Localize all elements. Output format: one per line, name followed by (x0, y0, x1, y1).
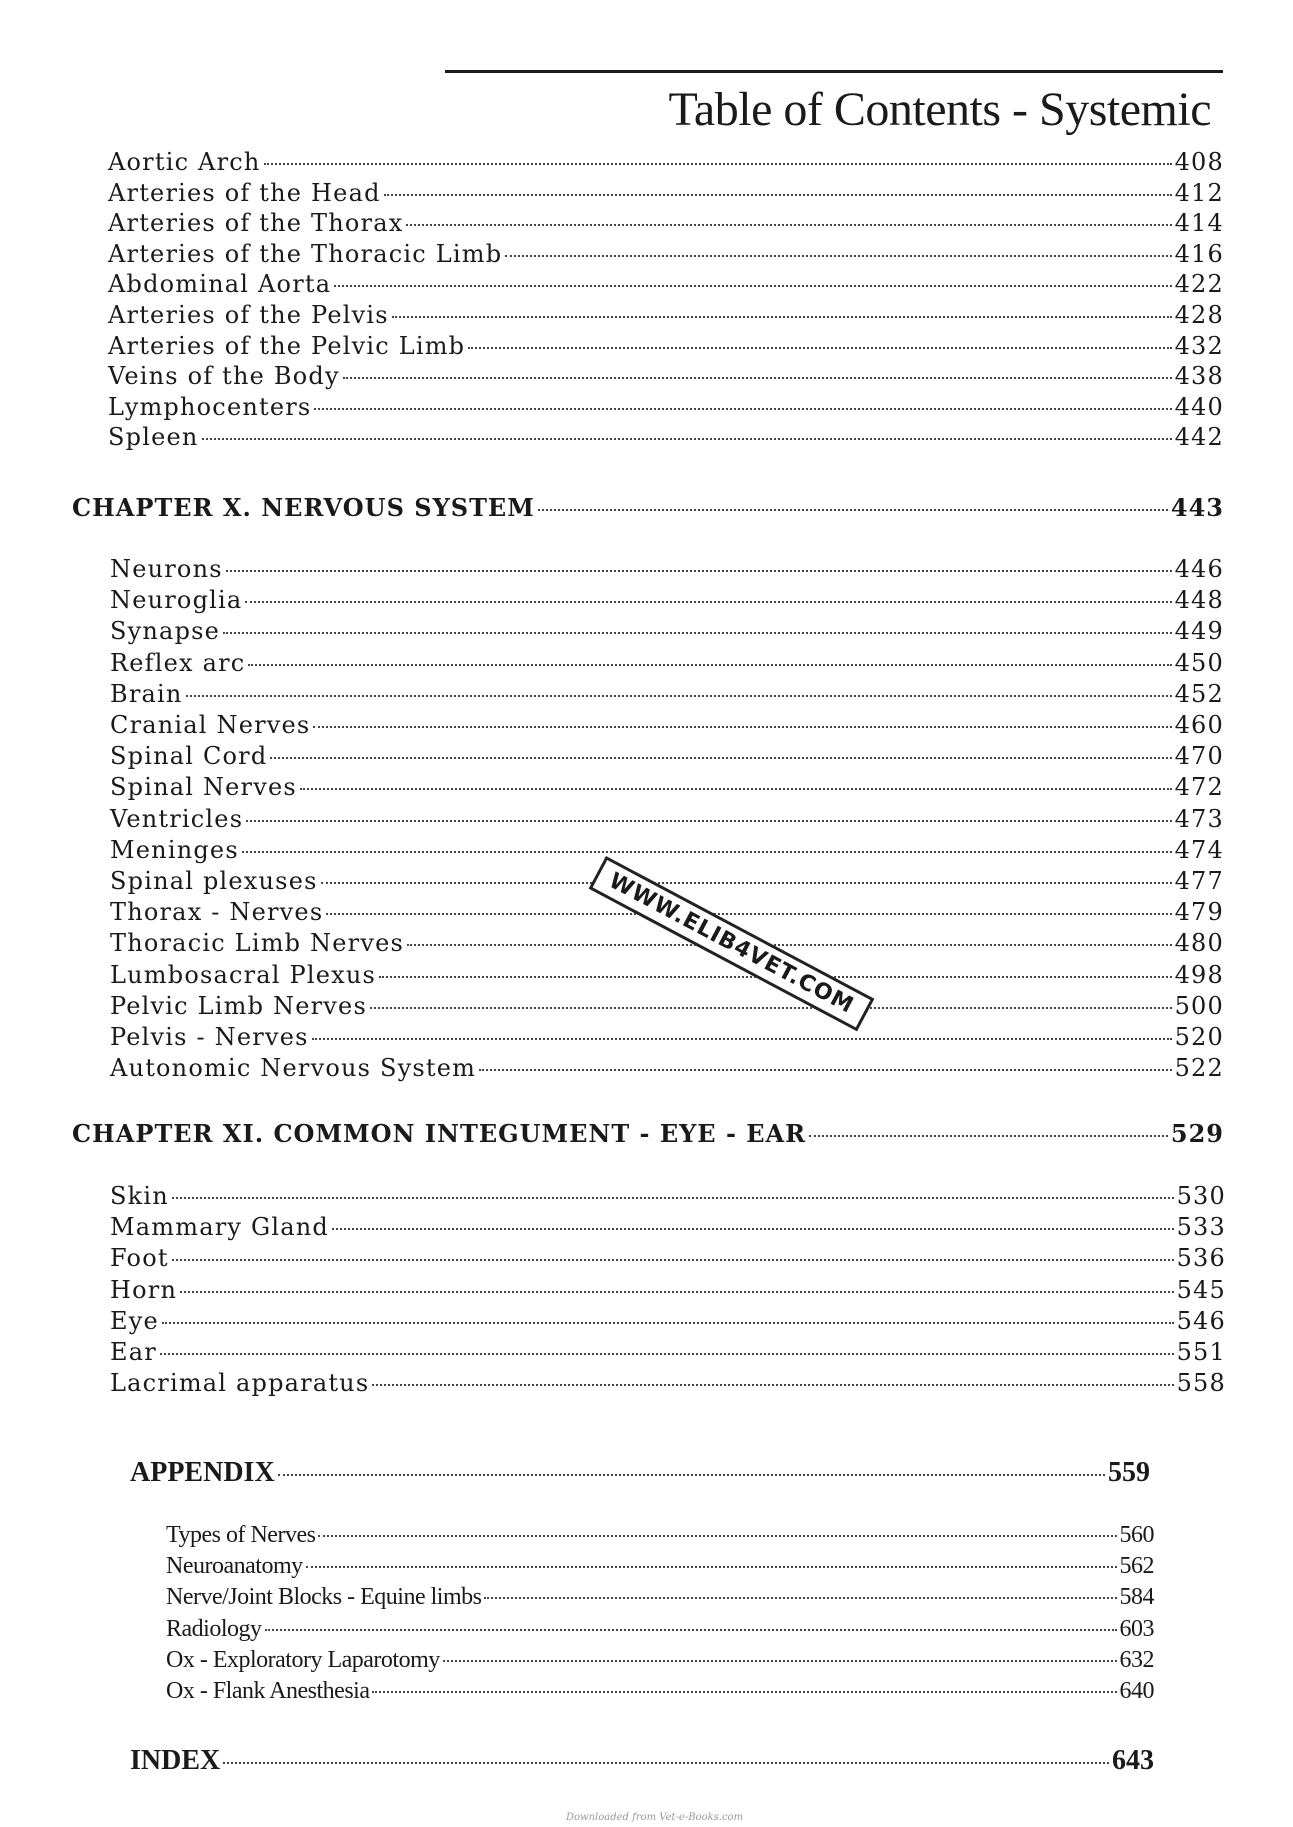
toc-entry (166, 1522, 1154, 1549)
dot-leader (479, 1069, 1171, 1071)
dot-leader (443, 1660, 1117, 1662)
dot-leader (265, 1629, 1117, 1631)
dot-leader (809, 1135, 1168, 1137)
dot-leader (332, 1228, 1174, 1230)
toc-entry-label: Synapse (110, 617, 221, 646)
toc-entry-label: Lymphocenters (108, 392, 312, 421)
toc-entry-label: Brain (110, 679, 183, 708)
toc-entry-page: 422 (1174, 270, 1224, 299)
dot-leader (246, 820, 1171, 822)
dot-leader (180, 1291, 1173, 1293)
dot-leader (223, 1762, 1109, 1764)
toc-entry-label: Skin (110, 1182, 169, 1210)
toc-entry-label: Mammary Gland (110, 1213, 329, 1242)
toc-entry-label: Nerve/Joint Blocks - Equine limbs (166, 1584, 482, 1611)
toc-entry (110, 742, 1224, 770)
toc-entry-label: Thorax - Nerves (110, 898, 324, 927)
toc-entry-label: Meninges (110, 835, 239, 864)
toc-entry-page: 546 (1176, 1306, 1226, 1335)
dot-leader (248, 664, 1171, 666)
toc-entry (110, 836, 1224, 864)
chapter-heading (72, 493, 1224, 522)
dot-leader (372, 1384, 1173, 1386)
toc-entry-label: Ear (110, 1338, 157, 1366)
toc-entry (108, 240, 1224, 268)
dot-leader (468, 347, 1171, 349)
toc-entry-page: 500 (1174, 991, 1224, 1020)
toc-entry-label: Autonomic Nervous System (110, 1054, 477, 1083)
toc-entry (108, 179, 1224, 207)
toc-entry-label: Arteries of the Pelvis (108, 301, 389, 329)
dot-leader (406, 224, 1171, 226)
toc-entry-label: Ox - Flank Anesthesia (166, 1678, 370, 1704)
toc-entry (166, 1678, 1154, 1705)
dot-leader (226, 570, 1172, 572)
toc-entry-page: 479 (1174, 898, 1224, 927)
appendix-heading (130, 1457, 1150, 1489)
toc-entry-page: 438 (1174, 362, 1224, 391)
toc-entry (108, 393, 1224, 421)
watermark-stamp: WWW.ELIB4VET.COM (589, 856, 874, 1031)
dot-leader (392, 316, 1172, 318)
toc-entry (110, 1213, 1226, 1241)
toc-entry (110, 805, 1224, 833)
dot-leader (270, 757, 1171, 759)
toc-entry (108, 301, 1224, 329)
toc-entry-label: Pelvic Limb Nerves (110, 991, 367, 1020)
toc-entry-label: Thoracic Limb Nerves (110, 929, 404, 958)
dot-leader (264, 163, 1172, 165)
toc-entry (108, 270, 1224, 298)
toc-entry-label: Cranial Nerves (110, 711, 311, 739)
toc-entry-page: 443 (1170, 493, 1224, 522)
page-footer: Downloaded from Vet-e-Books.com (566, 1812, 744, 1823)
toc-entry-label: Arteries of the Pelvic Limb (108, 331, 466, 360)
toc-entry (108, 148, 1224, 176)
toc-entry-label: APPENDIX (130, 1457, 275, 1488)
dot-leader (326, 913, 1171, 915)
dot-leader (160, 1353, 1174, 1355)
toc-entry-page: 545 (1176, 1275, 1226, 1304)
toc-entry-page: 408 (1174, 148, 1224, 176)
header-rule (445, 70, 1223, 73)
dot-leader (318, 1535, 1116, 1537)
dot-leader (407, 944, 1172, 946)
toc-entry-label: Neurons (110, 555, 223, 583)
toc-entry (108, 209, 1224, 237)
index-heading (130, 1745, 1154, 1777)
toc-entry (110, 586, 1224, 614)
toc-entry (166, 1584, 1154, 1611)
toc-entry-label: Lacrimal apparatus (110, 1369, 370, 1398)
toc-entry-page: 452 (1174, 679, 1224, 708)
toc-entry (110, 773, 1224, 801)
toc-entry-label: Foot (110, 1244, 169, 1273)
toc-entry-label: CHAPTER X. NERVOUS SYSTEM (72, 493, 535, 522)
toc-entry-label: Ventricles (110, 804, 244, 833)
toc-entry (108, 332, 1224, 360)
dot-leader (314, 408, 1171, 410)
toc-entry-label: Eye (110, 1306, 159, 1335)
toc-entry-page: 560 (1119, 1522, 1154, 1548)
toc-entry-page: 529 (1170, 1119, 1224, 1148)
toc-entry-page: 473 (1174, 804, 1224, 833)
toc-entry-page: 520 (1174, 1023, 1224, 1051)
toc-entry-page: 533 (1176, 1213, 1226, 1242)
dot-leader (538, 509, 1168, 511)
toc-entry (110, 680, 1224, 708)
toc-entry-label: Spinal Nerves (110, 773, 297, 802)
dot-leader (321, 882, 1172, 884)
toc-entry-page: 480 (1174, 929, 1224, 958)
toc-entry-label: Arteries of the Thoracic Limb (108, 239, 503, 268)
dot-leader (172, 1197, 1174, 1199)
dot-leader (306, 1566, 1117, 1568)
toc-entry (110, 1338, 1226, 1366)
toc-entry-page: 448 (1174, 586, 1224, 615)
toc-entry-page: 562 (1119, 1553, 1154, 1580)
toc-entry (110, 649, 1224, 677)
toc-entry-label: Neuroanatomy (166, 1553, 303, 1580)
toc-entry (166, 1616, 1154, 1643)
toc-entry-page: 446 (1174, 555, 1224, 583)
toc-entry-page: 440 (1174, 392, 1224, 421)
dot-leader (186, 695, 1172, 697)
page-title: Table of Contents - Systemic (668, 83, 1211, 136)
toc-entry-page: 536 (1176, 1244, 1226, 1273)
toc-entry (110, 961, 1224, 989)
toc-entry-label: Reflex arc (110, 648, 246, 677)
toc-entry-page: 460 (1174, 711, 1224, 739)
toc-entry-page: 432 (1174, 331, 1224, 360)
toc-entry (108, 362, 1224, 390)
toc-entry (110, 555, 1224, 583)
toc-entry-page: 470 (1174, 742, 1224, 771)
dot-leader (505, 255, 1171, 257)
dot-leader (372, 1691, 1116, 1693)
dot-leader (245, 601, 1171, 603)
toc-entry-label: Spinal plexuses (110, 867, 318, 895)
toc-entry-label: Abdominal Aorta (108, 270, 332, 299)
toc-entry-label: Arteries of the Head (108, 178, 381, 207)
toc-entry-label: Lumbosacral Plexus (110, 960, 377, 989)
toc-entry (110, 1023, 1224, 1051)
toc-entry-page: 584 (1119, 1584, 1154, 1611)
toc-entry (166, 1647, 1154, 1674)
dot-leader (300, 788, 1172, 790)
toc-entry-label: CHAPTER XI. COMMON INTEGUMENT - EYE - EAR (72, 1119, 807, 1148)
toc-entry-label: Aortic Arch (108, 148, 261, 176)
toc-entry (110, 617, 1224, 645)
toc-entry-label: Spinal Cord (110, 742, 268, 771)
dot-leader (334, 285, 1171, 287)
dot-leader (223, 632, 1172, 634)
toc-entry (166, 1553, 1154, 1580)
toc-entry (110, 1307, 1226, 1335)
dot-leader (343, 377, 1172, 379)
toc-entry-page: 442 (1174, 423, 1224, 452)
toc-entry-page: 558 (1176, 1369, 1226, 1398)
toc-entry-label: Pelvis - Nerves (110, 1023, 309, 1051)
dot-leader (162, 1322, 1174, 1324)
toc-entry-page: 632 (1119, 1646, 1154, 1673)
toc-entry-page: 450 (1174, 648, 1224, 677)
chapter-heading (72, 1119, 1224, 1148)
toc-entry (110, 1276, 1226, 1304)
toc-entry-page: 428 (1174, 301, 1224, 329)
dot-leader (278, 1474, 1105, 1476)
toc-entry (110, 1182, 1226, 1210)
toc-entry-label: Radiology (166, 1615, 262, 1642)
dot-leader (172, 1259, 1174, 1261)
toc-entry-label: Spleen (108, 423, 199, 452)
toc-entry-page: 472 (1174, 773, 1224, 802)
dot-leader (370, 1007, 1172, 1009)
toc-entry (110, 1054, 1224, 1082)
toc-entry-label: Neuroglia (110, 586, 243, 615)
toc-entry-page: 530 (1176, 1182, 1226, 1210)
toc-entry-label: Veins of the Body (108, 362, 340, 391)
dot-leader (202, 438, 1172, 440)
toc-entry-page: 643 (1112, 1745, 1154, 1776)
toc-entry-label: Ox - Exploratory Laparotomy (166, 1646, 440, 1673)
toc-entry-page: 474 (1174, 835, 1224, 864)
toc-entry-page: 559 (1108, 1457, 1150, 1488)
toc-entry (110, 929, 1224, 957)
dot-leader (313, 726, 1171, 728)
toc-entry (110, 1244, 1226, 1272)
dot-leader (384, 194, 1172, 196)
toc-entry-label: Types of Nerves (166, 1522, 316, 1548)
dot-leader (484, 1597, 1116, 1599)
toc-entry (110, 992, 1224, 1020)
dot-leader (312, 1038, 1172, 1040)
toc-entry (110, 1369, 1226, 1397)
toc-entry-page: 414 (1174, 209, 1224, 238)
toc-entry-page: 449 (1174, 617, 1224, 646)
toc-entry-page: 551 (1176, 1338, 1226, 1366)
toc-entry-page: 416 (1174, 239, 1224, 268)
toc-entry (108, 423, 1224, 451)
dot-leader (242, 851, 1172, 853)
toc-entry-page: 498 (1174, 960, 1224, 989)
toc-entry-page: 522 (1174, 1054, 1224, 1083)
toc-entry-page: 603 (1119, 1615, 1154, 1642)
toc-entry-label: INDEX (130, 1745, 221, 1776)
toc-entry-label: Arteries of the Thorax (108, 209, 404, 238)
toc-entry (110, 711, 1224, 739)
toc-entry-page: 640 (1119, 1678, 1154, 1704)
toc-entry-page: 412 (1174, 178, 1224, 207)
toc-entry-label: Horn (110, 1275, 178, 1304)
toc-entry-page: 477 (1174, 867, 1224, 895)
